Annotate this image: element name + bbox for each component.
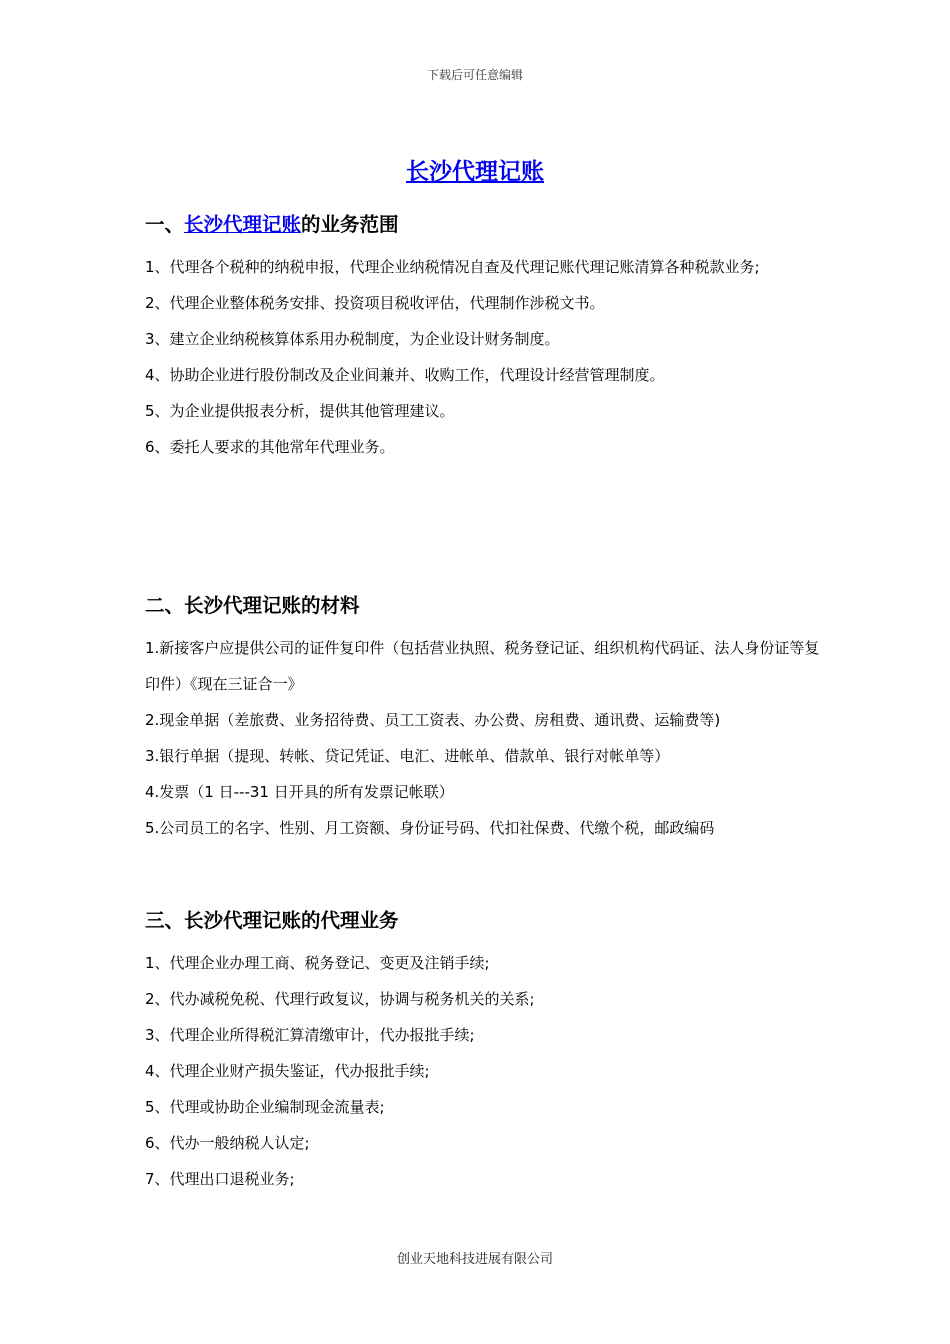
section-agency-services: [145, 905, 825, 1197]
list-item: 2、代理企业整体税务安排、投资项目税收评估，代理制作涉税文书。: [145, 294, 605, 312]
list-item: 2.现金单据（差旅费、业务招待费、员工工资表、办公费、房租费、通讯费、运输费等): [145, 711, 721, 729]
list-item: 6、代办一般纳税人认定;: [145, 1134, 310, 1152]
list-item: 1、代理各个税种的纳税申报，代理企业纳税情况自查及代理记账代理记账清算各种税款业务;: [145, 258, 760, 276]
heading-suffix: 的业务范围: [301, 213, 399, 236]
heading-link[interactable]: 长沙代理记账: [184, 213, 302, 236]
page-footer: 创业天地科技进展有限公司: [396, 1252, 553, 1267]
list-item: 5、为企业提供报表分析，提供其他管理建议。: [145, 402, 455, 420]
page-header: 下载后可任意编辑: [426, 68, 523, 82]
list-item: 3.银行单据（提现、转帐、贷记凭证、电汇、进帐单、借款单、银行对帐单等）: [145, 747, 670, 765]
section-materials: [145, 590, 825, 846]
list-item: 5.公司员工的名字、性别、月工资额、身份证号码、代扣社保费、代缴个税，邮政编码: [145, 819, 715, 837]
section-heading: [145, 209, 825, 237]
list-item: 3、建立企业纳税核算体系用办税制度，为企业设计财务制度。: [145, 330, 560, 348]
list-item: 7、代理出口退税业务;: [145, 1170, 295, 1188]
heading-prefix: 一、: [145, 213, 185, 236]
list-item: 1.新接客户应提供公司的证件复印件（包括营业执照、税务登记证、组织机构代码证、法人身份证等复印件）《现在三证合一》: [145, 639, 820, 693]
list-item: 4、协助企业进行股份制改及企业间兼并、收购工作，代理设计经营管理制度。: [145, 366, 665, 384]
list-item: 3、代理企业所得税汇算清缴审计，代办报批手续;: [145, 1026, 475, 1044]
list-item: 6、委托人要求的其他常年代理业务。: [145, 438, 395, 456]
list-item: 4.发票（1 日---31 日开具的所有发票记帐联）: [145, 783, 454, 801]
title-link[interactable]: 长沙代理记账: [406, 159, 544, 185]
document-title: [0, 153, 950, 186]
section-heading: 二、长沙代理记账的材料: [145, 594, 360, 617]
list-item: 5、代理或协助企业编制现金流量表;: [145, 1098, 385, 1116]
section-business-scope: [145, 209, 825, 465]
section-heading: 三、长沙代理记账的代理业务: [145, 909, 399, 932]
list-item: 4、代理企业财产损失鉴证，代办报批手续;: [145, 1062, 430, 1080]
list-item: 1、代理企业办理工商、税务登记、变更及注销手续;: [145, 954, 490, 972]
list-item: 2、代办减税免税、代理行政复议，协调与税务机关的关系;: [145, 990, 535, 1008]
